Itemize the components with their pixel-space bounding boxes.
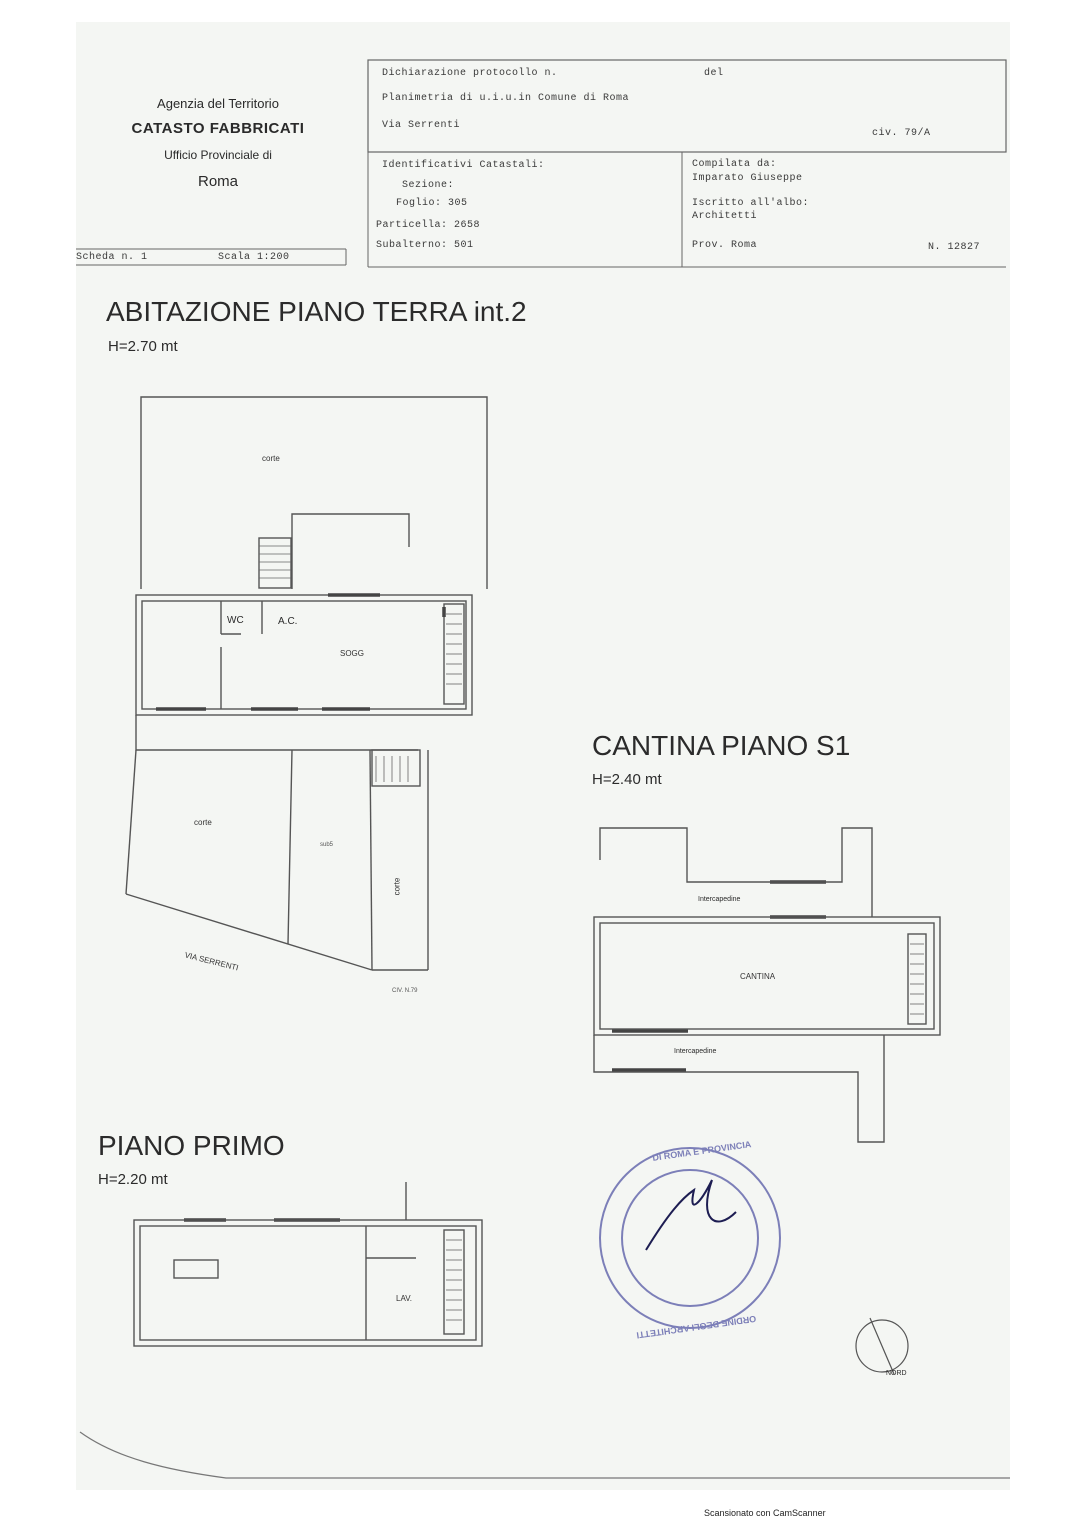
cantina-lower-wall [594, 1035, 884, 1142]
iscrizione-number: N. 12827 [928, 242, 981, 253]
dichiarazione-label: Dichiarazione protocollo n. [382, 68, 558, 79]
agency-name: Agenzia del Territorio [157, 96, 279, 111]
room-wc: WC [227, 615, 244, 626]
scala-label: Scala 1:200 [218, 252, 290, 263]
particella-label: Particella: 2658 [376, 220, 481, 231]
ufficio-label: Ufficio Provinciale di [164, 148, 272, 162]
corte-top-outline [141, 397, 487, 589]
albo-name: Architetti [692, 211, 758, 222]
room-corte-left: corte [194, 818, 212, 827]
room-corte-right: corte [392, 877, 402, 896]
cantina-upper-wall [600, 828, 872, 917]
room-intercapedine-bottom: Intercapedine [674, 1048, 717, 1055]
iscritto-label: Iscritto all'albo: [692, 198, 810, 209]
piano-primo-height: H=2.20 mt [98, 1171, 168, 1188]
corte-top-step [292, 514, 409, 589]
room-corte-top: corte [262, 454, 280, 463]
sezione-label: Sezione: [402, 180, 455, 191]
room-lav: LAV. [396, 1294, 413, 1303]
room-sub5: sub5 [320, 842, 334, 848]
civic-number-label: CIV. N.79 [392, 988, 418, 994]
stair-top [259, 538, 291, 588]
lower-boundary [136, 715, 418, 750]
primo-opening [174, 1260, 218, 1278]
planimetria-label: Planimetria di u.i.u.in Comune di Roma [382, 93, 630, 104]
identificativi-label: Identificativi Catastali: [382, 160, 545, 171]
room-intercapedine-top: Intercapedine [698, 896, 741, 903]
stair-cantina [908, 934, 926, 1024]
del-label: del [704, 68, 724, 79]
via-label: Via Serrenti [382, 120, 461, 131]
room-sogg: SOGG [340, 649, 365, 658]
stair-lower [372, 750, 420, 786]
street-via-serrenti: VIA SERRENTI [183, 950, 240, 973]
provincia-label: Prov. Roma [692, 240, 758, 251]
foglio-label: Foglio: 305 [396, 198, 468, 209]
signature-icon [646, 1180, 736, 1250]
piano-terra-title: ABITAZIONE PIANO TERRA int.2 [106, 296, 527, 327]
primo-outer [134, 1220, 482, 1346]
compilata-label: Compilata da: [692, 159, 777, 170]
official-stamp-icon [600, 1148, 780, 1328]
civico-label: civ. 79/A [872, 128, 931, 139]
room-cantina: CANTINA [740, 972, 776, 981]
piano-primo-title: PIANO PRIMO [98, 1130, 285, 1161]
stamp-outer-text: DI ROMA E PROVINCIA [651, 1139, 752, 1163]
piano-terra-height: H=2.70 mt [108, 338, 178, 355]
compilatore-name: Imparato Giuseppe [692, 173, 803, 184]
north-label: NORD [886, 1370, 907, 1377]
room-ac: A.C. [278, 616, 298, 627]
north-arrow-icon [856, 1318, 908, 1374]
stair-primo [444, 1230, 464, 1334]
subalterno-label: Subalterno: 501 [376, 240, 474, 251]
primo-inner [140, 1226, 476, 1340]
stamp-inner-text: ORDINE DEGLI ARCHITETTI [635, 1313, 757, 1341]
cantina-title: CANTINA PIANO S1 [592, 730, 851, 761]
dwelling-inner [142, 601, 466, 709]
scheda-label: Scheda n. 1 [76, 252, 148, 263]
document-sheet [76, 22, 1010, 1490]
scanner-footer: Scansionato con CamScanner [704, 1508, 826, 1518]
dwelling-outer [136, 595, 472, 715]
cantina-height: H=2.40 mt [592, 771, 662, 788]
floor-plans [76, 22, 1010, 1490]
catasto-title: CATASTO FABBRICATI [131, 120, 305, 137]
ufficio-city: Roma [197, 173, 238, 190]
